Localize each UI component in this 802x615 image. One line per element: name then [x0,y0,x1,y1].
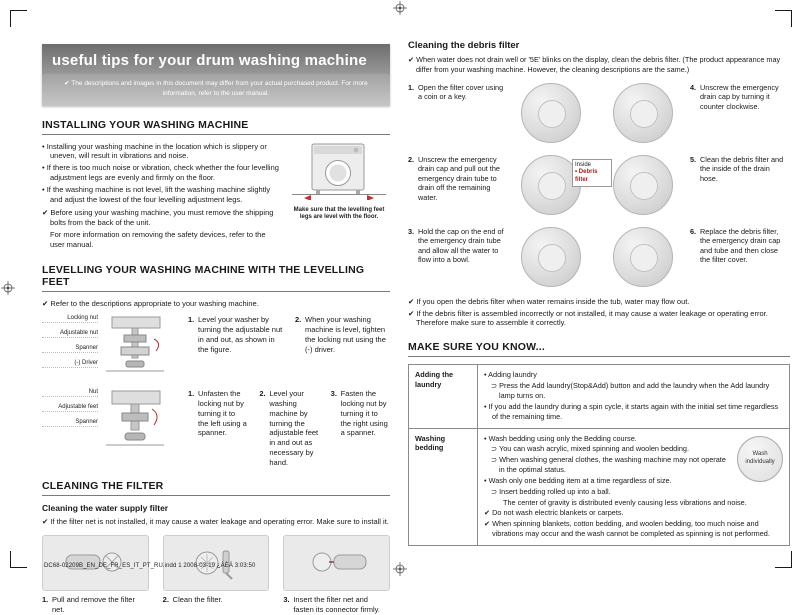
step-text: Open the filter cover using a coin or a key. [418,82,504,102]
figure-label: Spanner [42,419,98,427]
table-line: The center of gravity is distributed evenly causing less vibrations and noise. [503,497,747,507]
figure-label: Adjustable nut [42,330,98,338]
installing-heading: INSTALLING YOUR WASHING MACHINE [42,119,390,135]
filter-step [42,535,149,615]
print-footer: DC68-02209B_EN_DE_FR_ES_IT_PT_RU.indd 1 2008-03-19 ¿ÀÈÄ 3:03:50 [44,563,256,569]
debris-step [690,155,786,215]
page-title: useful tips for your drum washing machine [42,44,390,74]
table-line: • Wash bedding using only the Bedding course. [484,433,637,443]
washer-figure-caption: Make sure that the levelling feet legs are level with the floor. [293,206,385,221]
debris-step3-photo [506,227,596,287]
installing-bullet: • Installing your washing machine in the location which is slippery or uneven, will result in vibrations and noise. [42,141,267,161]
filter-step3-illustration [283,535,390,591]
figure-label: Spanner [42,345,98,353]
inside-label-line2: • Debris filter [575,169,598,183]
wash-individually-badge: Wash individually [737,436,783,482]
table-line: • Wash only one bedding item at a time regardless of size. [484,475,672,485]
table-line: • Adding laundry [484,370,537,380]
washer-front-illustration [290,142,388,200]
step-text: Fasten the locking nut by turning it to the right using a spanner. [340,389,388,438]
step-text: Replace the debris filter, the emergency drain cap and tube and then close the filter cover. [700,226,781,265]
debris-step [408,155,504,215]
filter-step-caption [163,595,270,605]
step-number: 1. [408,82,415,92]
figure-label: Locking nut [42,315,98,323]
step-text: Clean the debris filter and the inside of the drain hose. [700,154,784,183]
step-number: 2. [259,389,266,399]
levelling-step [295,315,390,354]
section-levelling [42,264,390,467]
step-number: 3. [408,226,415,236]
debris-step4-photo [598,83,688,143]
levelling-step [259,389,318,467]
levelling-leg-illustration-2 [102,389,168,453]
levelling-step [331,389,390,438]
step-text: Pull and remove the filter net. [52,595,135,614]
debris-step [408,83,504,143]
step-number: 3. [330,389,337,399]
filter-steps [42,535,390,615]
levelling-step [188,315,283,354]
levelling-note: ✔ Refer to the descriptions appropriate to your washing machine. [42,299,259,309]
make-sure-heading: MAKE SURE YOU KNOW... [408,341,790,357]
section-cleaning-filter [42,480,390,614]
step-number: 5. [690,154,697,164]
debris-step5-photo [575,155,688,215]
crop-mark-top-left [10,10,27,27]
row-label: Adding the laundry [409,365,478,428]
step-number: 3. [283,595,290,605]
banner-note: ✔ The descriptions and images in this document may differ from your actual purchased product. For more information, refer to the user manual. [42,74,390,106]
registration-mark-left [1,281,15,295]
step-number: 2. [162,595,169,605]
table-line: ⊃ Insert bedding rolled up into a ball. [491,486,611,496]
table-line: ⊃ When washing general clothes, the washing machine may not operate in the optimal status. [491,455,726,475]
filter-note: ✔ If the filter net is not installed, it may cause a water leakage and operating error. Make sure to install it. [42,517,389,527]
table-line: ✔ When spinning blankets, cotton bedding, and woolen bedding, too much noise and vibrations may occur and the wash cannot be completed as spinning is not performed. [484,519,770,539]
installing-check-note-cont: For more information on removing the safety devices, refer to the user manual. [50,229,266,249]
step-text: Unfasten the locking nut by turning it to the left using a spanner. [198,389,247,438]
inside-debris-filter-label [572,159,612,188]
debris-filter-heading: Cleaning the debris filter [408,40,520,51]
levelling-figure-2-labels [42,389,98,434]
make-sure-table [408,364,790,546]
step-number: 2. [295,315,302,325]
step-text: Level your washing machine by turning the adjustable feet in and out as necessary by hand. [269,389,319,467]
debris-steps-grid [408,83,790,287]
debris-step [690,227,786,287]
cleaning-filter-heading: CLEANING THE FILTER [42,480,390,496]
filter-step [283,535,390,615]
levelling-figure-1-labels [42,315,98,375]
installing-bullet: • If there is too much noise or vibration, check whether the four levelling adjustment legs are evenly and firmly on the floor. [42,163,279,183]
section-installing [42,119,390,252]
debris-step1-photo [506,83,596,143]
levelling-leg-illustration-1 [102,315,168,379]
installing-bullet: • If the washing machine is not level, lift the washing machine slightly and adjust the lowest of the four levelling adjustment legs. [42,185,271,204]
table-line: • If you add the laundry during a spin cycle, it starts again with the initial set time regardless of the remaining time. [484,401,779,421]
row-content [478,428,790,545]
step-number: 1. [42,595,49,605]
step-number: 4. [690,82,697,92]
table-line: ✔ Do not wash electric blankets or carpets. [484,508,624,518]
page-banner [42,44,390,106]
inside-label-line1: Inside [575,161,592,168]
debris-step [408,227,504,287]
levelling-figure-2 [42,389,176,453]
levelling-figure-1 [42,315,176,379]
debris-note: ✔ If the debris filter is assembled incorrectly or not installed, it may cause a water leakage or operating error. Therefore make sure to assemble it correctly. [408,308,768,328]
step-text: Unscrew the emergency drain cap by turning it counter clockwise. [700,82,779,111]
step-text: Hold the cap on the end of the emergency drain tube and allow all the water to flow into a bowl. [418,226,504,265]
figure-label: Adjustable feet [42,404,98,412]
debris-filter-intro: ✔ When water does not drain well or '5E' blinks on the display, clean the debris filter. (The product appearance may differ from your washing machine. However, the cleaning descriptions are the same.) [408,55,781,74]
step-number: 6. [690,226,697,236]
row-label: Washing bedding [409,428,478,545]
table-line: ⊃ You can wash acrylic, mixed spinning and woolen bedding. [491,444,689,454]
levelling-heading: LEVELLING YOUR WASHING MACHINE WITH THE LEVELLING FEET [42,264,390,292]
levelling-step [188,389,247,438]
step-text: When your washing machine is level, tighten the locking nut using the (-) driver. [305,315,386,354]
filter-step-caption [283,595,390,615]
washer-figure [288,142,390,252]
left-column [42,44,390,615]
step-text: Level your washer by turning the adjustable nut in and out, as shown in the figure. [198,315,283,354]
water-supply-filter-subheading: Cleaning the water supply filter [42,503,169,514]
step-number: 2. [408,154,415,164]
table-row [409,428,790,545]
crop-mark-bottom-left [10,551,27,568]
row-content [478,365,790,428]
registration-mark-bottom [393,562,407,576]
table-row [409,365,790,428]
step-text: Unscrew the emergency drain cap and pull out the emergency drain tube to drain off the remaining water. [418,154,500,202]
step-text: Clean the filter. [172,595,223,605]
debris-note: ✔ If you open the debris filter when water remains inside the tub, water may flow out. [408,296,690,306]
table-line: ⊃ Press the Add laundry(Stop&Add) button and add the laundry when the Add laundry lamp turns on. [491,381,770,401]
debris-step6-photo [598,227,688,287]
crop-mark-top-right [775,10,792,27]
figure-label: Nut [42,389,98,397]
step-number: 1. [188,315,195,325]
registration-mark-top [393,1,407,15]
step-text: Insert the filter net and fasten its connector firmly. [293,595,380,614]
figure-label: (-) Driver [42,360,98,368]
installing-bullets [42,142,280,252]
right-column [408,40,790,546]
debris-step [690,83,786,143]
filter-step-caption [42,595,149,615]
step-number: 1. [188,389,195,399]
crop-mark-bottom-right [775,551,792,568]
installing-check-note: ✔ Before using your washing machine, you must remove the shipping bolts from the back of the unit. [42,207,274,227]
filter-step [163,535,270,615]
debris-notes [408,297,790,329]
